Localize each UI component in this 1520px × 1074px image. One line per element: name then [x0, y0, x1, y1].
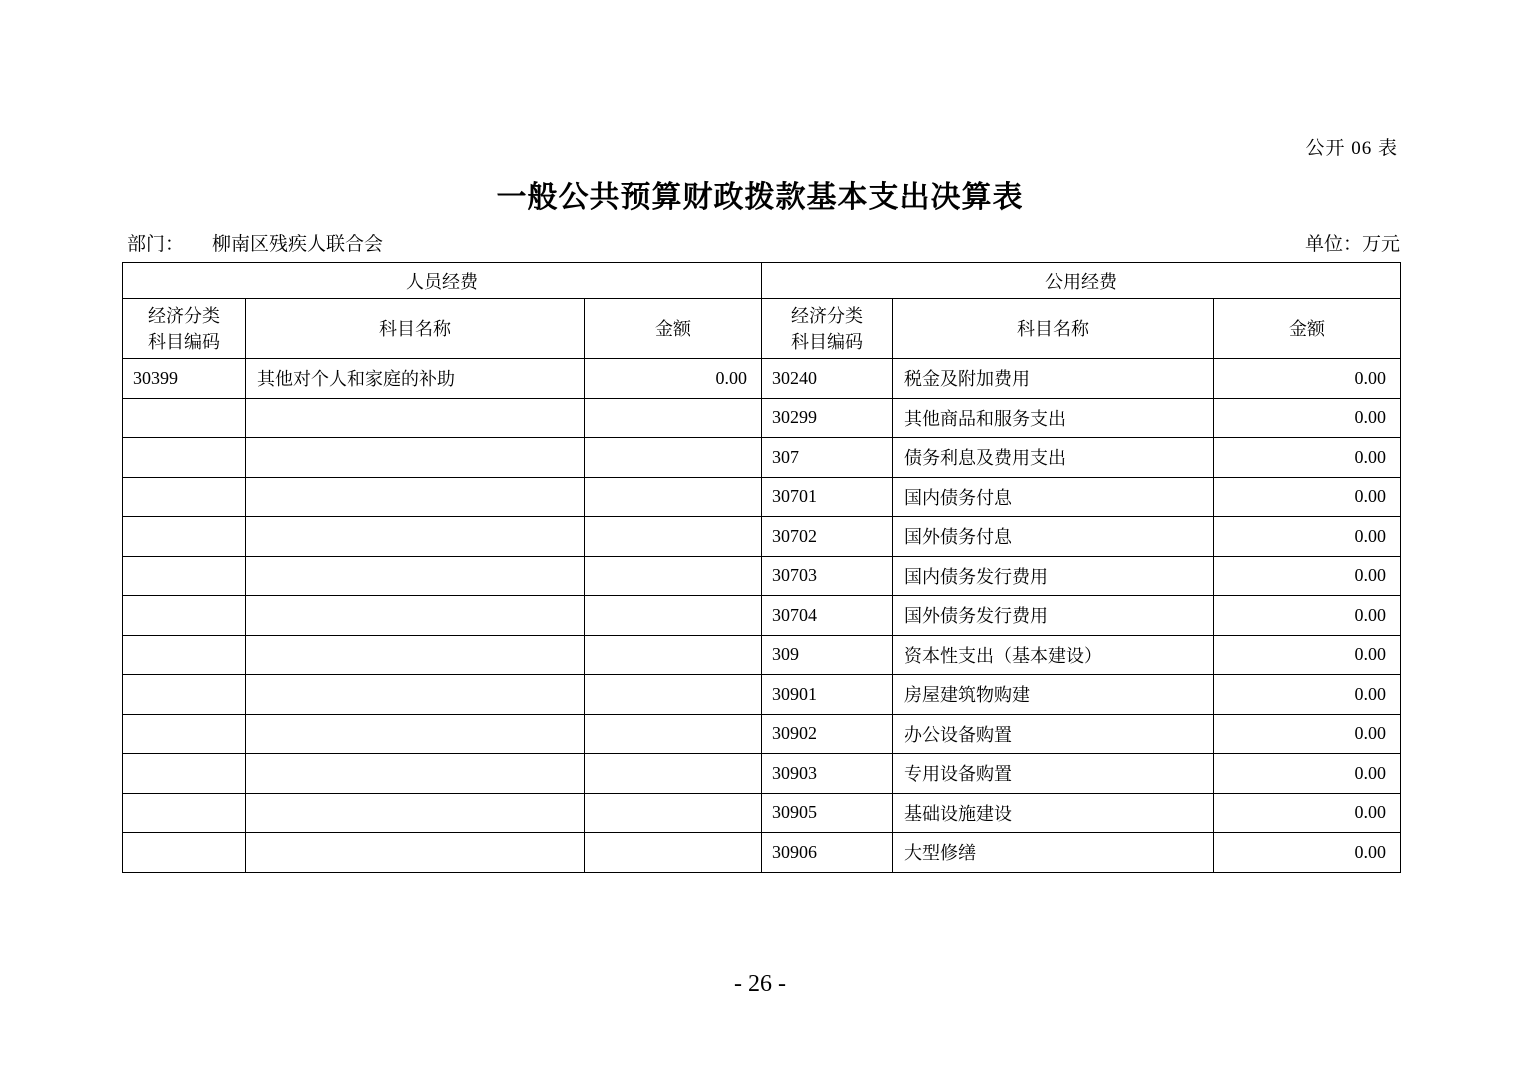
right-name-cell: 债务利息及费用支出	[893, 438, 1214, 478]
right-amount-cell: 0.00	[1214, 754, 1401, 794]
right-name-cell: 税金及附加费用	[893, 359, 1214, 399]
right-code-header-line2: 科目编码	[791, 331, 864, 352]
table-row	[123, 477, 1401, 517]
right-code-cell: 30905	[762, 793, 893, 833]
left-amount-cell	[585, 517, 762, 557]
left-amount-cell	[585, 477, 762, 517]
right-code-cell: 30299	[762, 398, 893, 438]
right-code-cell: 30701	[762, 477, 893, 517]
form-number-label: 公开 06 表	[1305, 138, 1398, 159]
right-code-cell: 30902	[762, 714, 893, 754]
right-amount-cell: 0.00	[1214, 398, 1401, 438]
right-code-header-line1: 经济分类	[791, 305, 864, 326]
right-amount-cell: 0.00	[1214, 517, 1401, 557]
right-name-cell: 房屋建筑物购建	[893, 675, 1214, 715]
left-amount-cell	[585, 556, 762, 596]
table-row	[123, 635, 1401, 675]
left-amount-cell: 0.00	[585, 359, 762, 399]
left-code-header	[123, 299, 246, 359]
left-amount-cell	[585, 793, 762, 833]
right-code-cell: 307	[762, 438, 893, 478]
left-code-cell	[123, 714, 246, 754]
left-code-cell	[123, 398, 246, 438]
left-code-cell	[123, 438, 246, 478]
right-name-cell: 国外债务付息	[893, 517, 1214, 557]
department-line	[127, 229, 383, 256]
table-row	[123, 793, 1401, 833]
unit-label: 单位：万元	[1304, 234, 1400, 255]
sub-header-row	[123, 299, 1401, 359]
left-name-header: 科目名称	[246, 299, 585, 359]
department-value: 柳南区残疾人联合会	[212, 234, 384, 255]
right-name-cell: 国内债务发行费用	[893, 556, 1214, 596]
right-code-cell: 30704	[762, 596, 893, 636]
left-name-cell	[246, 398, 585, 438]
page-title: 一般公共预算财政拨款基本支出决算表	[496, 181, 1024, 214]
left-amount-cell	[585, 754, 762, 794]
left-code-cell	[123, 517, 246, 557]
left-amount-cell	[585, 714, 762, 754]
table-row	[123, 833, 1401, 873]
right-amount-cell: 0.00	[1214, 833, 1401, 873]
right-name-header: 科目名称	[893, 299, 1214, 359]
right-code-cell: 30903	[762, 754, 893, 794]
left-code-cell	[123, 675, 246, 715]
left-name-cell	[246, 517, 585, 557]
right-code-cell: 30240	[762, 359, 893, 399]
left-code-cell: 30399	[123, 359, 246, 399]
right-code-header	[762, 299, 893, 359]
table-row	[123, 714, 1401, 754]
right-amount-cell: 0.00	[1214, 714, 1401, 754]
page-number: - 26 -	[734, 971, 786, 997]
left-code-cell	[123, 793, 246, 833]
left-name-cell	[246, 438, 585, 478]
left-name-cell	[246, 675, 585, 715]
right-name-cell: 国内债务付息	[893, 477, 1214, 517]
right-name-cell: 其他商品和服务支出	[893, 398, 1214, 438]
right-amount-cell: 0.00	[1214, 477, 1401, 517]
left-amount-cell	[585, 675, 762, 715]
right-amount-cell: 0.00	[1214, 556, 1401, 596]
left-name-cell: 其他对个人和家庭的补助	[246, 359, 585, 399]
left-name-cell	[246, 833, 585, 873]
right-name-cell: 专用设备购置	[893, 754, 1214, 794]
right-code-cell: 309	[762, 635, 893, 675]
right-code-cell: 30702	[762, 517, 893, 557]
right-name-cell: 国外债务发行费用	[893, 596, 1214, 636]
table-row	[123, 517, 1401, 557]
left-amount-cell	[585, 833, 762, 873]
table-row	[123, 556, 1401, 596]
left-name-cell	[246, 635, 585, 675]
left-name-cell	[246, 556, 585, 596]
right-amount-cell: 0.00	[1214, 359, 1401, 399]
left-code-cell	[123, 596, 246, 636]
table-row	[123, 359, 1401, 399]
left-code-cell	[123, 635, 246, 675]
left-amount-cell	[585, 398, 762, 438]
meta-row	[127, 229, 1400, 256]
right-code-cell: 30906	[762, 833, 893, 873]
right-amount-cell: 0.00	[1214, 793, 1401, 833]
table-row	[123, 398, 1401, 438]
left-name-cell	[246, 793, 585, 833]
right-amount-cell: 0.00	[1214, 438, 1401, 478]
right-amount-header: 金额	[1214, 299, 1401, 359]
table-body	[123, 359, 1401, 873]
table-row	[123, 754, 1401, 794]
right-group-header: 公用经费	[762, 263, 1401, 299]
left-group-header: 人员经费	[123, 263, 762, 299]
left-name-cell	[246, 477, 585, 517]
left-name-cell	[246, 596, 585, 636]
right-code-cell: 30901	[762, 675, 893, 715]
right-amount-cell: 0.00	[1214, 635, 1401, 675]
right-name-cell: 资本性支出（基本建设）	[893, 635, 1214, 675]
right-code-cell: 30703	[762, 556, 893, 596]
left-code-cell	[123, 754, 246, 794]
left-code-header-line1: 经济分类	[148, 305, 220, 326]
left-amount-cell	[585, 438, 762, 478]
left-amount-cell	[585, 635, 762, 675]
left-code-cell	[123, 556, 246, 596]
right-name-cell: 大型修缮	[893, 833, 1214, 873]
left-amount-cell	[585, 596, 762, 636]
right-amount-cell: 0.00	[1214, 675, 1401, 715]
table-row	[123, 675, 1401, 715]
group-header-row	[123, 263, 1401, 299]
budget-table	[122, 262, 1401, 873]
right-amount-cell: 0.00	[1214, 596, 1401, 636]
left-name-cell	[246, 754, 585, 794]
right-name-cell: 基础设施建设	[893, 793, 1214, 833]
left-name-cell	[246, 714, 585, 754]
left-amount-header: 金额	[585, 299, 762, 359]
left-code-cell	[123, 833, 246, 873]
table-row	[123, 438, 1401, 478]
left-code-header-line2: 科目编码	[148, 331, 220, 352]
left-code-cell	[123, 477, 246, 517]
department-label: 部门：	[127, 234, 185, 255]
right-name-cell: 办公设备购置	[893, 714, 1214, 754]
table-row	[123, 596, 1401, 636]
